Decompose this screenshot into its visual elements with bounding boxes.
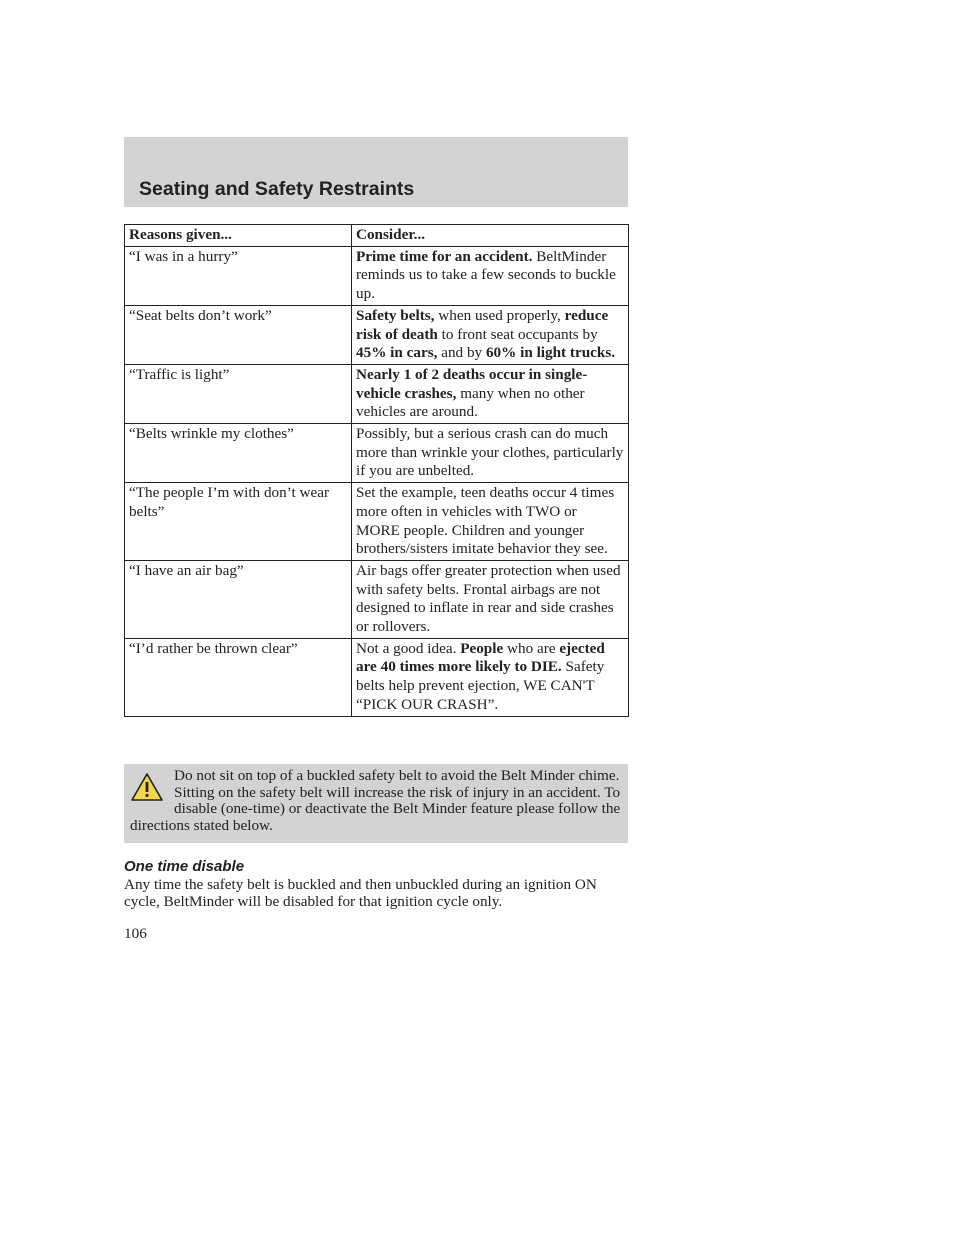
page-number: 106 [124, 925, 147, 942]
consider-text: when used properly, [434, 306, 565, 324]
reason-cell: “Traffic is light” [125, 364, 352, 423]
consider-text: Possibly, but a serious crash can do much more than wrinkle your clothes, particularly if you are unbelted. [356, 425, 624, 480]
reason-cell: “The people I’m with don’t wear belts” [125, 483, 352, 561]
warning-box [124, 764, 628, 843]
consider-text: Air bags offer greater protection when used with safety belts. Frontal airbags are not designed to inflate in rear and side crashes or rollovers. [356, 561, 621, 636]
consider-cell [352, 483, 629, 561]
consider-emphasis: 45% in cars, [356, 344, 438, 362]
consider-cell [352, 246, 629, 305]
table-row [125, 483, 629, 561]
consider-cell [352, 638, 629, 716]
table-body [125, 246, 629, 716]
table-row [125, 560, 629, 638]
consider-text: many when no other vehicles are around. [356, 384, 585, 421]
reason-cell: “I’d rather be thrown clear” [125, 638, 352, 716]
reason-cell: “I was in a hurry” [125, 246, 352, 305]
warning-triangle-icon [130, 772, 164, 802]
consider-cell [352, 560, 629, 638]
section-heading: One time disable [124, 858, 245, 875]
consider-text: Safety belts help prevent ejection, WE CAN'T “PICK OUR CRASH”. [356, 658, 605, 713]
consider-text: Set the example, teen deaths occur 4 times more often in vehicles with TWO or MORE people. Children and younger brothers/sisters imitate behavior they see. [356, 484, 615, 558]
header-band [124, 137, 628, 207]
reason-cell: “Belts wrinkle my clothes” [125, 424, 352, 483]
column-header-reasons: Reasons given... [125, 225, 352, 247]
consider-emphasis: Prime time for an accident. [356, 247, 533, 265]
consider-emphasis: Safety belts, [356, 306, 435, 324]
consider-emphasis: People [460, 639, 504, 657]
page-title: Seating and Safety Restraints [139, 178, 415, 200]
section-body: Any time the safety belt is buckled and then unbuckled during an ignition ON cycle, BeltMinder will be disabled for that ignition cycle only. [124, 876, 597, 910]
consider-cell [352, 305, 629, 364]
consider-text: and by [437, 344, 486, 362]
table-row [125, 638, 629, 716]
table-header-row [125, 225, 629, 247]
consider-cell [352, 364, 629, 423]
consider-emphasis: Nearly 1 of 2 deaths occur in single-vehicle crashes, [356, 365, 588, 402]
consider-emphasis: 60% in light trucks. [485, 344, 616, 362]
consider-text: BeltMinder reminds us to take a few seconds to buckle up. [356, 247, 616, 303]
warning-text: Do not sit on top of a buckled safety belt to avoid the Belt Minder chime. Sitting on the safety belt will increase the risk of injury in an accident. To disable (one-time) or deactivate the Belt Minder feature please follow the directions stated below. [130, 767, 621, 834]
consider-emphasis: reduce risk of death [356, 306, 609, 343]
consider-text: to front seat occupants by [437, 325, 598, 343]
consider-cell [352, 424, 629, 483]
table-row [125, 424, 629, 483]
consider-emphasis: ejected are 40 times more likely to DIE. [356, 639, 605, 676]
reason-cell: “Seat belts don’t work” [125, 305, 352, 364]
table-row [125, 305, 629, 364]
table-row [125, 364, 629, 423]
reasons-table [124, 224, 629, 717]
consider-text: Not a good idea. [356, 639, 461, 657]
table-row [125, 246, 629, 305]
consider-text: who are [503, 639, 560, 657]
column-header-consider: Consider... [352, 225, 629, 247]
reason-cell: “I have an air bag” [125, 560, 352, 638]
